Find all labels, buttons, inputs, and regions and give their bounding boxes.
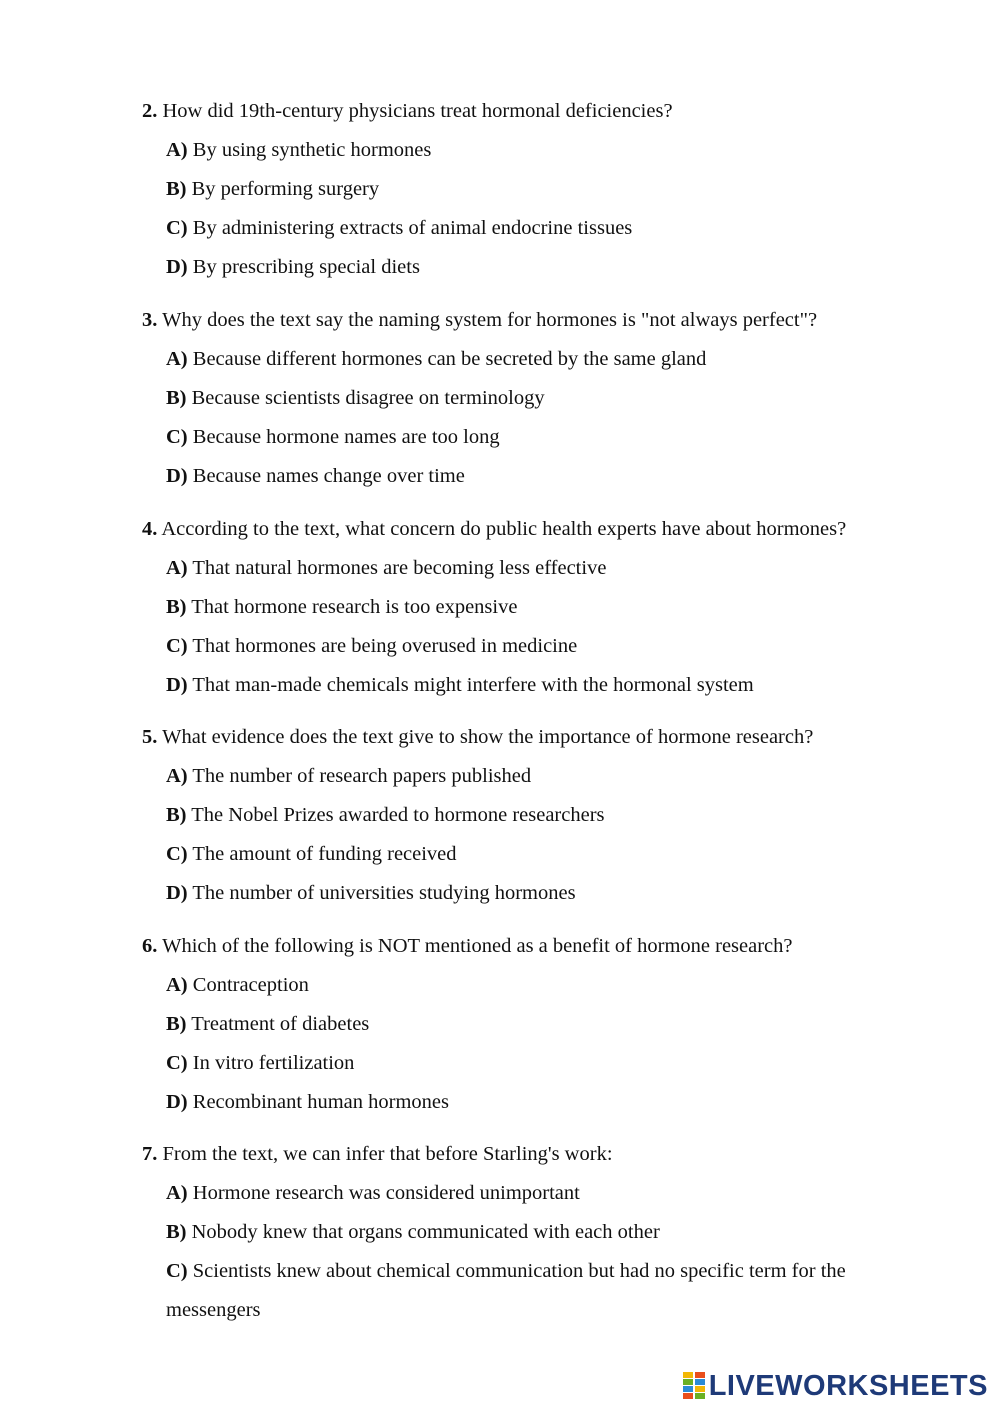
question-2 <box>142 92 962 287</box>
answer-option-a[interactable]: A) Contraception <box>166 974 309 996</box>
question-6 <box>142 927 962 1122</box>
answer-option-c[interactable]: C) Scientists knew about chemical communication but had no specific term for the messengers <box>166 1260 846 1321</box>
answer-option-c[interactable]: C) Because hormone names are too long <box>166 426 500 448</box>
answer-option-b[interactable]: B) By performing surgery <box>166 178 380 200</box>
answer-option-d[interactable]: D) Because names change over time <box>166 465 465 487</box>
question-text: How did 19th-century physicians treat hormonal deficiencies? <box>162 100 673 122</box>
answer-option-d[interactable]: D) By prescribing special diets <box>166 256 420 278</box>
answer-option-d[interactable]: D) That man-made chemicals might interfere with the hormonal system <box>166 674 754 696</box>
question-number: 3. <box>142 309 158 331</box>
question-stem <box>142 301 962 340</box>
question-text: Why does the text say the naming system for hormones is "not always perfect"? <box>162 309 818 331</box>
question-stem <box>142 927 962 966</box>
question-number: 7. <box>142 1143 158 1165</box>
answer-option-a[interactable]: A) That natural hormones are becoming less effective <box>166 557 607 579</box>
answer-option-c[interactable]: C) That hormones are being overused in medicine <box>166 635 578 657</box>
answer-option-b[interactable]: B) That hormone research is too expensive <box>166 596 518 618</box>
liveworksheets-logo-icon <box>683 1372 705 1400</box>
question-7 <box>142 1135 962 1330</box>
answer-option-b[interactable]: B) Nobody knew that organs communicated with each other <box>166 1221 660 1243</box>
answer-option-b[interactable]: B) The Nobel Prizes awarded to hormone researchers <box>166 804 605 826</box>
answer-option-b[interactable]: B) Because scientists disagree on terminology <box>166 387 545 409</box>
question-5 <box>142 718 962 913</box>
question-stem <box>142 718 962 757</box>
question-3 <box>142 301 962 496</box>
question-text: According to the text, what concern do public health experts have about hormones? <box>161 518 847 540</box>
question-text: What evidence does the text give to show the importance of hormone research? <box>162 726 814 748</box>
question-stem <box>142 92 962 131</box>
answer-option-c[interactable]: C) The amount of funding received <box>166 843 457 865</box>
answer-option-a[interactable]: A) The number of research papers published <box>166 765 532 787</box>
answer-option-c[interactable]: C) By administering extracts of animal endocrine tissues <box>166 217 633 239</box>
answer-option-a[interactable]: A) Hormone research was considered unimportant <box>166 1182 580 1204</box>
answer-option-d[interactable]: D) The number of universities studying hormones <box>166 882 576 904</box>
question-number: 2. <box>142 100 158 122</box>
liveworksheets-logo[interactable] <box>683 1368 988 1404</box>
question-text: From the text, we can infer that before Starling's work: <box>162 1143 613 1165</box>
question-stem <box>142 510 962 549</box>
answer-option-d[interactable]: D) Recombinant human hormones <box>166 1091 449 1113</box>
answer-option-b[interactable]: B) Treatment of diabetes <box>166 1013 370 1035</box>
brand-name: LIVEWORKSHEETS <box>708 1369 988 1402</box>
question-stem <box>142 1135 962 1174</box>
question-text: Which of the following is NOT mentioned as a benefit of hormone research? <box>162 935 793 957</box>
question-number: 6. <box>142 935 158 957</box>
answer-option-c[interactable]: C) In vitro fertilization <box>166 1052 355 1074</box>
question-number: 4. <box>142 518 158 540</box>
answer-option-a[interactable]: A) Because different hormones can be secreted by the same gland <box>166 348 707 370</box>
answer-option-a[interactable]: A) By using synthetic hormones <box>166 139 432 161</box>
question-number: 5. <box>142 726 158 748</box>
question-4 <box>142 510 962 705</box>
